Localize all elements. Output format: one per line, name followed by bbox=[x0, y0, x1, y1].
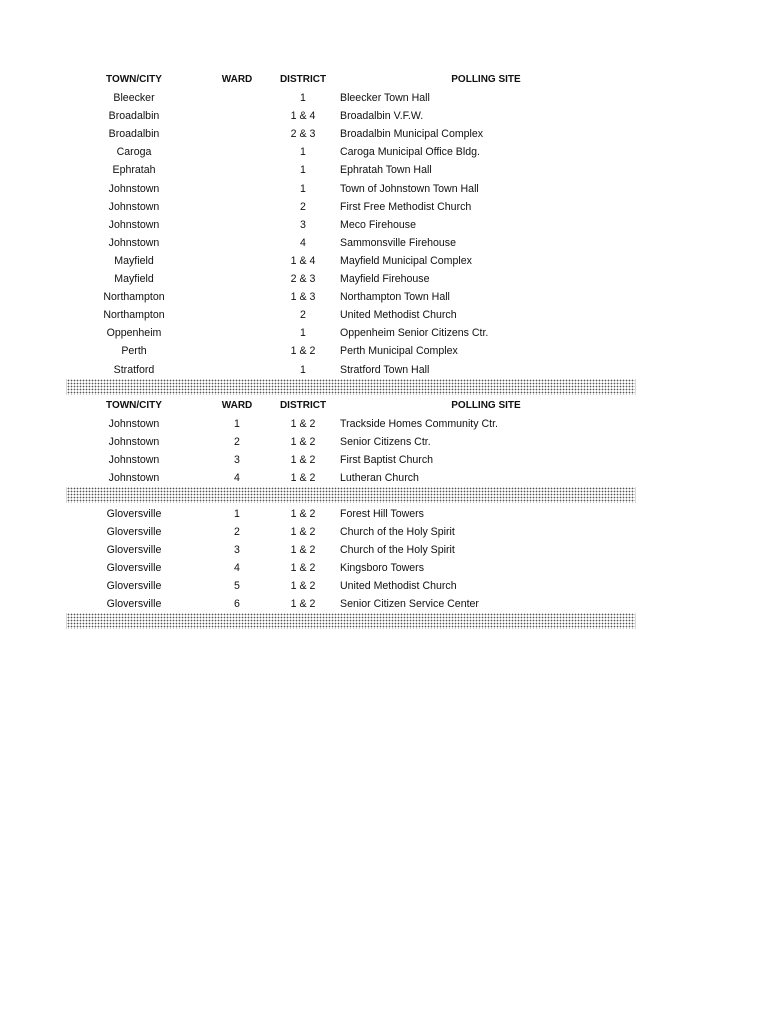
town-cell: Stratford bbox=[113, 363, 155, 376]
district-cell: 1 & 2 bbox=[290, 526, 316, 539]
district-cell: 1 bbox=[300, 182, 306, 195]
column-header-district: DISTRICT bbox=[279, 74, 327, 85]
table-row bbox=[0, 451, 770, 469]
polling-site-cell: United Methodist Church bbox=[340, 580, 457, 593]
polling-site-cell: United Methodist Church bbox=[340, 309, 457, 322]
polling-site-cell: Caroga Municipal Office Bldg. bbox=[340, 146, 480, 159]
polling-site-cell: First Free Methodist Church bbox=[340, 200, 472, 213]
polling-site-cell: Northampton Town Hall bbox=[340, 291, 450, 304]
town-cell: Broadalbin bbox=[108, 128, 160, 141]
polling-site-cell: Church of the Holy Spirit bbox=[340, 526, 455, 539]
district-cell: 1 bbox=[300, 363, 306, 376]
table-row bbox=[0, 342, 770, 360]
town-cell: Johnstown bbox=[108, 418, 160, 431]
ward-cell: 2 bbox=[234, 526, 240, 539]
polling-site-cell: Mayfield Firehouse bbox=[340, 273, 430, 286]
town-cell: Mayfield bbox=[114, 273, 154, 286]
town-cell: Johnstown bbox=[108, 454, 160, 467]
polling-site-cell: Bleecker Town Hall bbox=[340, 92, 430, 105]
town-cell: Gloversville bbox=[106, 526, 162, 539]
dotted-separator bbox=[66, 379, 636, 395]
table-row bbox=[0, 469, 770, 487]
district-cell: 1 & 2 bbox=[290, 436, 316, 449]
column-header-site: POLLING SITE bbox=[451, 74, 521, 85]
table-row bbox=[0, 107, 770, 125]
header-row bbox=[0, 397, 770, 415]
town-cell: Northampton bbox=[103, 291, 165, 304]
table-row bbox=[0, 361, 770, 379]
table-row bbox=[0, 143, 770, 161]
district-cell: 4 bbox=[300, 236, 306, 249]
ward-cell: 3 bbox=[234, 454, 240, 467]
table-row bbox=[0, 234, 770, 252]
town-cell: Mayfield bbox=[114, 254, 154, 267]
town-cell: Johnstown bbox=[108, 236, 160, 249]
dotted-separator bbox=[66, 613, 636, 629]
polling-site-cell: Oppenheim Senior Citizens Ctr. bbox=[340, 327, 489, 340]
district-cell: 1 & 3 bbox=[290, 291, 316, 304]
polling-site-cell: Lutheran Church bbox=[340, 472, 419, 485]
table-row bbox=[0, 541, 770, 559]
district-cell: 2 & 3 bbox=[290, 273, 316, 286]
polling-site-cell: Mayfield Municipal Complex bbox=[340, 254, 472, 267]
town-cell: Oppenheim bbox=[106, 327, 162, 340]
town-cell: Johnstown bbox=[108, 182, 160, 195]
polling-site-cell: Ephratah Town Hall bbox=[340, 164, 432, 177]
ward-cell: 6 bbox=[234, 598, 240, 611]
town-cell: Johnstown bbox=[108, 436, 160, 449]
district-cell: 1 & 4 bbox=[290, 110, 316, 123]
town-cell: Ephratah bbox=[112, 164, 156, 177]
polling-site-cell: Forest Hill Towers bbox=[340, 508, 424, 520]
column-header-district: DISTRICT bbox=[279, 400, 327, 411]
district-cell: 1 bbox=[300, 146, 306, 159]
town-cell: Broadalbin bbox=[108, 110, 160, 123]
district-cell: 2 bbox=[300, 309, 306, 322]
ward-cell: 2 bbox=[234, 436, 240, 449]
town-cell: Perth bbox=[121, 345, 147, 358]
polling-site-cell: Senior Citizens Ctr. bbox=[340, 436, 431, 449]
town-cell: Gloversville bbox=[106, 508, 162, 520]
column-header-town: TOWN/CITY bbox=[106, 400, 162, 411]
city-johnstown-section bbox=[0, 397, 770, 487]
polling-site-cell: Trackside Homes Community Ctr. bbox=[340, 418, 498, 431]
ward-cell: 4 bbox=[234, 472, 240, 485]
table-row bbox=[0, 577, 770, 595]
city-gloversville-section bbox=[0, 505, 770, 614]
district-cell: 2 bbox=[300, 200, 306, 213]
column-header-town: TOWN/CITY bbox=[106, 74, 162, 85]
table-row bbox=[0, 288, 770, 306]
ward-cell: 5 bbox=[234, 580, 240, 593]
column-header-ward: WARD bbox=[221, 400, 253, 411]
district-cell: 1 & 2 bbox=[290, 580, 316, 593]
table-row bbox=[0, 252, 770, 270]
table-row bbox=[0, 523, 770, 541]
table-row bbox=[0, 306, 770, 324]
polling-site-cell: Broadalbin V.F.W. bbox=[340, 110, 424, 123]
polling-site-cell: Stratford Town Hall bbox=[340, 363, 430, 376]
town-cell: Bleecker bbox=[113, 92, 155, 105]
polling-site-cell: Perth Municipal Complex bbox=[340, 345, 458, 358]
district-cell: 1 bbox=[300, 92, 306, 105]
table-row bbox=[0, 125, 770, 143]
town-cell: Gloversville bbox=[106, 580, 162, 593]
town-cell: Northampton bbox=[103, 309, 165, 322]
town-cell: Gloversville bbox=[106, 544, 162, 557]
polling-site-cell: Church of the Holy Spirit bbox=[340, 544, 455, 557]
town-cell: Johnstown bbox=[108, 472, 160, 485]
table-row bbox=[0, 216, 770, 234]
ward-cell: 4 bbox=[234, 562, 240, 575]
district-cell: 1 & 2 bbox=[290, 454, 316, 467]
table-row bbox=[0, 505, 770, 523]
polling-site-cell: Kingsboro Towers bbox=[340, 562, 425, 575]
table-row bbox=[0, 324, 770, 342]
polling-site-cell: First Baptist Church bbox=[340, 454, 434, 467]
ward-cell: 1 bbox=[234, 508, 240, 520]
district-cell: 3 bbox=[300, 218, 306, 231]
ward-cell: 1 bbox=[234, 418, 240, 431]
table-row bbox=[0, 198, 770, 216]
town-cell: Caroga bbox=[116, 146, 152, 159]
header-row bbox=[0, 71, 770, 89]
table-row bbox=[0, 595, 770, 613]
district-cell: 1 & 2 bbox=[290, 562, 316, 575]
district-cell: 1 bbox=[300, 327, 306, 340]
district-cell: 1 & 2 bbox=[290, 472, 316, 485]
town-cell: Gloversville bbox=[106, 562, 162, 575]
polling-site-cell: Sammonsville Firehouse bbox=[340, 236, 456, 249]
table-row bbox=[0, 433, 770, 451]
ward-cell: 3 bbox=[234, 544, 240, 557]
town-cell: Johnstown bbox=[108, 200, 160, 213]
district-cell: 1 & 2 bbox=[290, 345, 316, 358]
district-cell: 1 & 4 bbox=[290, 254, 316, 267]
district-cell: 1 bbox=[300, 164, 306, 177]
table-row bbox=[0, 270, 770, 288]
table-row bbox=[0, 559, 770, 577]
district-cell: 1 & 2 bbox=[290, 544, 316, 557]
column-header-ward: WARD bbox=[221, 74, 253, 85]
district-cell: 1 & 2 bbox=[290, 598, 316, 611]
table-row bbox=[0, 180, 770, 198]
town-cell: Gloversville bbox=[106, 598, 162, 611]
table-row bbox=[0, 89, 770, 107]
polling-site-cell: Broadalbin Municipal Complex bbox=[340, 128, 484, 141]
towns-section bbox=[0, 71, 770, 379]
dotted-separator bbox=[66, 487, 636, 503]
polling-site-cell: Town of Johnstown Town Hall bbox=[340, 182, 479, 195]
table-row bbox=[0, 161, 770, 179]
district-cell: 2 & 3 bbox=[290, 128, 316, 141]
town-cell: Johnstown bbox=[108, 218, 160, 231]
polling-site-cell: Senior Citizen Service Center bbox=[340, 598, 479, 611]
table-row bbox=[0, 415, 770, 433]
district-cell: 1 & 2 bbox=[290, 418, 316, 431]
district-cell: 1 & 2 bbox=[290, 508, 316, 520]
polling-site-cell: Meco Firehouse bbox=[340, 218, 416, 231]
column-header-site: POLLING SITE bbox=[451, 400, 521, 411]
